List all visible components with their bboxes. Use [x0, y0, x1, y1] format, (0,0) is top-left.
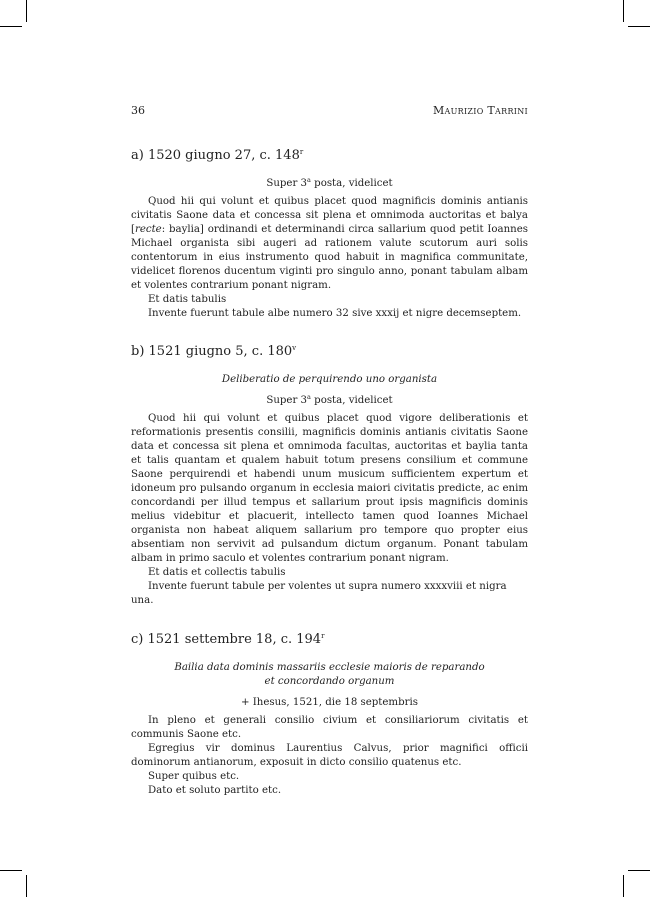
crop-mark-bottom-right-vertical	[623, 875, 624, 897]
section-c-subtitle-line-2: et concordando organum	[264, 676, 395, 687]
crop-mark-top-right-vertical	[623, 0, 624, 22]
section-c-date-line: + Ihesus, 1521, die 18 septembris	[241, 697, 418, 708]
crop-mark-bottom-left-vertical	[26, 875, 27, 897]
crop-mark-bottom-right-horizontal	[628, 870, 650, 871]
section-a-heading: a) 1520 giugno 27, c. 148$^r$	[131, 148, 304, 163]
page-body	[131, 148, 528, 798]
section-c-subtitle-line-1: Bailia data dominis massariis ecclesie maioris de reparando	[174, 662, 485, 673]
crop-mark-top-right-horizontal	[628, 26, 650, 27]
section-c-line-4: Dato et soluto partito etc.	[148, 785, 282, 796]
section-b-line-2: Et datis et collectis tabulis	[148, 567, 286, 578]
section-b	[131, 344, 528, 608]
section-a-paragraph: Quod hii qui volunt et quibus placet quod magnificis dominis antianis civitatis Saone data et concessa sit plena et omnimoda auctoritas et balya [recte: baylia] ordinandi et determinandi circa sallarium quod petit Ioannes Michael organista sibi augeri ad rationem valute scutorum auri solis contentorum in eius instrumento quod habuit in magnifica communitate, videlicet florenos ducentum viginti pro singulo anno, ponant tabulam albam et volentes contrarium ponant nigram.	[131, 196, 528, 291]
section-b-paragraph: Quod hii qui volunt et quibus placet quod vigore deliberationis et reformationis presentis consilii, magnificis dominis antianis civitatis Saone data et concessa sit plena et omnimoda facultas, auctoritas et baylia tanta et talis quantam et qualem habuit totum presens consilium et commune Saone perquirendi et habendi unum musicum sufficientem expertum et idoneum pro pulsando organum in ecclesia maiori civitatis predicte, ac enim concordandi per illud tempus et sallarium prout ipsis magnificis dominis melius videbitur et placuerit, intellecto tamen quod Ioannes Michael organista non habeat aliquem sallarium pro tempore quo propter eius absentiam non servivit ad pulsandum dictum organum. Ponant tabulam albam in primo saculo et volentes contrarium ponant nigram.	[131, 413, 528, 564]
section-a-line-3: Invente fuerunt tabule albe numero 32 sive xxxij et nigre decemseptem.	[148, 308, 522, 319]
section-c-line-3: Super quibus etc.	[148, 771, 240, 782]
crop-mark-top-left-vertical	[26, 0, 27, 22]
section-c	[131, 632, 528, 798]
section-b-heading: b) 1521 giugno 5, c. 180$^v$	[131, 344, 297, 359]
section-a-line-2: Et datis tabulis	[148, 294, 227, 305]
section-b-line-3: Invente fuerunt tabule per volentes ut supra numero xxxxviii et nigra una.	[131, 581, 507, 606]
section-b-super-line: Super 3$^a$ posta, videlicet	[266, 393, 393, 406]
page-number: 36	[131, 104, 145, 117]
section-b-subtitle: Deliberatio de perquirendo uno organista	[221, 374, 438, 385]
crop-mark-top-left-horizontal	[0, 26, 22, 27]
folio-side: v	[292, 344, 297, 352]
folio-side: r	[321, 632, 325, 640]
folio-side: r	[299, 148, 304, 156]
running-head: Maurizio Tarrini	[432, 104, 528, 117]
section-c-heading: c) 1521 settembre 18, c. 194$^r$	[131, 632, 325, 647]
crop-mark-bottom-left-horizontal	[0, 870, 22, 871]
section-a	[131, 148, 528, 321]
section-c-paragraph-1: In pleno et generali consilio civium et consiliariorum civitatis et communis Saone etc.	[131, 715, 528, 740]
section-a-super-line: Super 3$^a$ posta, videlicet	[266, 176, 393, 189]
section-c-paragraph-2: Egregius vir dominus Laurentius Calvus, prior magnifici officii dominorum antianorum, exposuit in dicto consilio quatenus etc.	[131, 743, 528, 768]
